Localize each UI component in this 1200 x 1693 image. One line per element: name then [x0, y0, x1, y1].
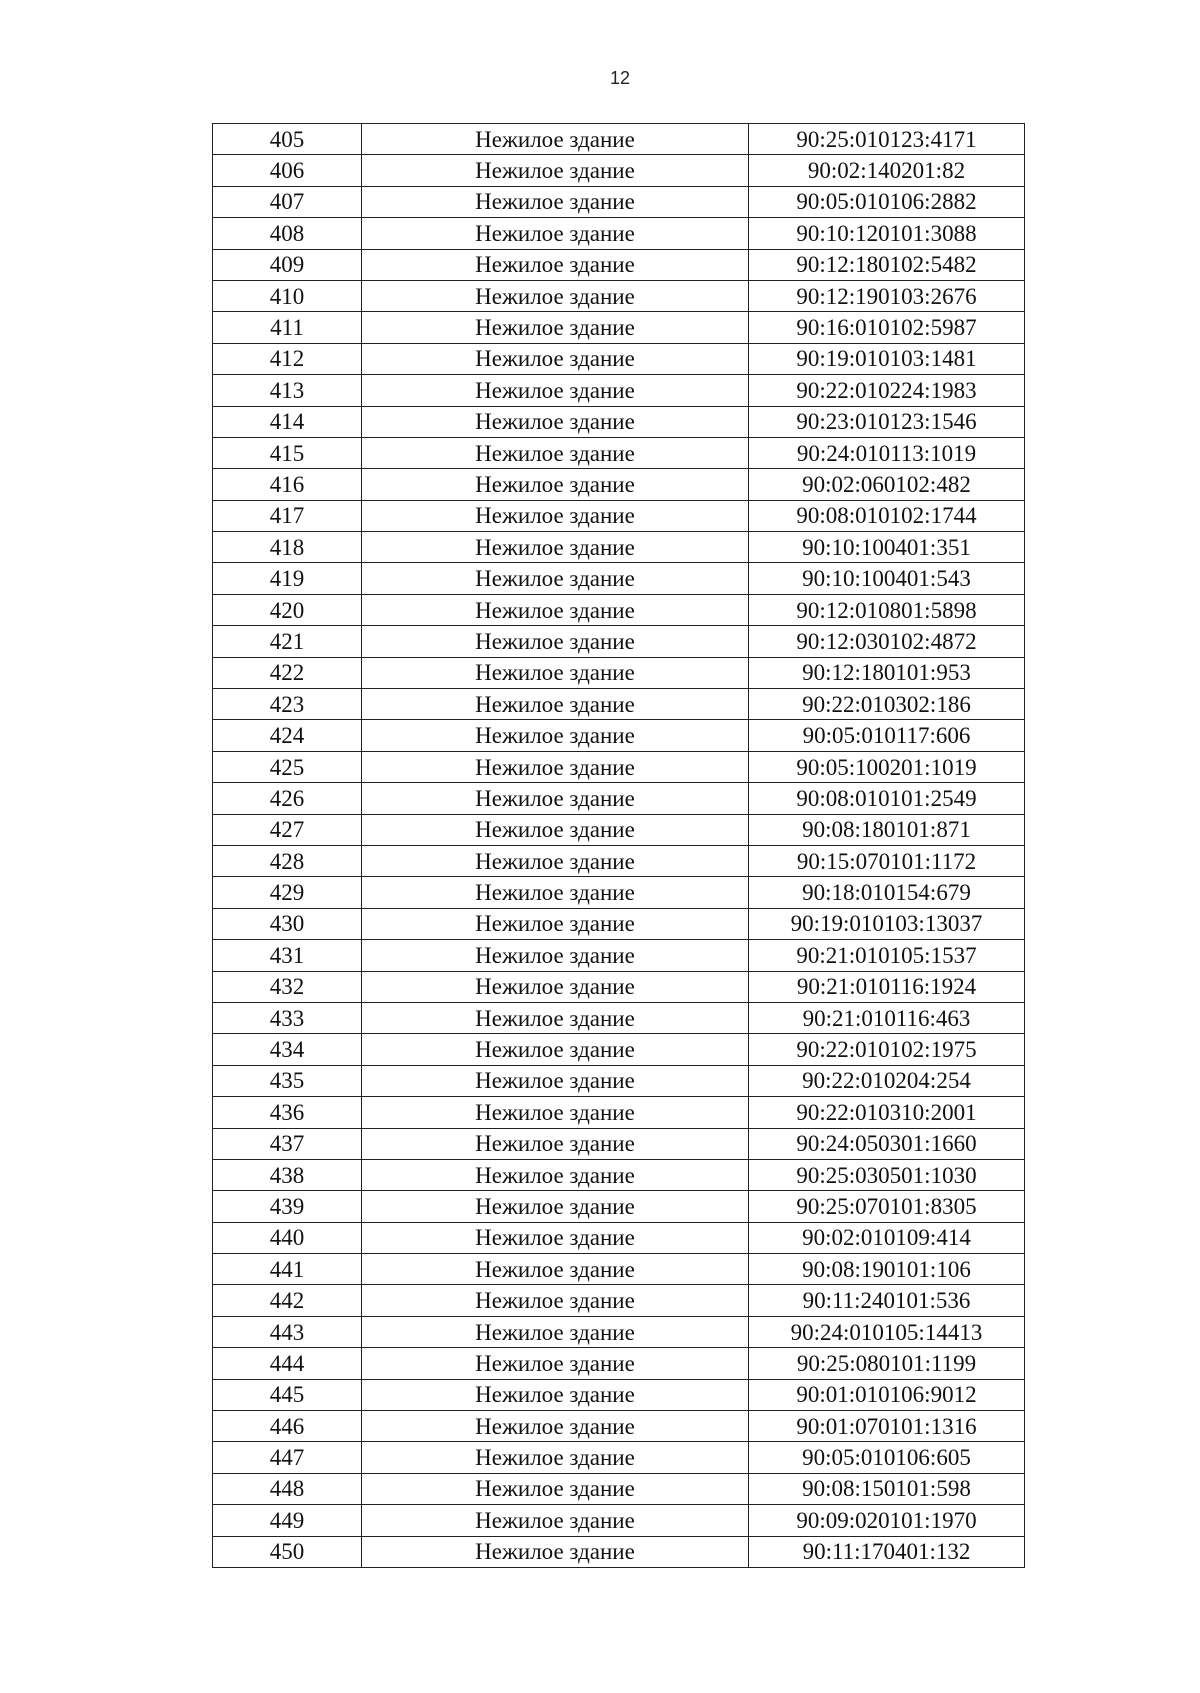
row-number-cell: 448	[213, 1473, 362, 1504]
cadastral-number-cell: 90:25:030501:1030	[749, 1159, 1025, 1190]
row-number-cell: 445	[213, 1379, 362, 1410]
cadastral-number-cell: 90:21:010116:1924	[749, 971, 1025, 1002]
object-type-cell: Нежилое здание	[362, 1191, 749, 1222]
row-number-cell: 414	[213, 406, 362, 437]
row-number-cell: 420	[213, 594, 362, 625]
row-number-cell: 433	[213, 1002, 362, 1033]
object-type-cell: Нежилое здание	[362, 971, 749, 1002]
object-type-cell: Нежилое здание	[362, 751, 749, 782]
table-row	[213, 1505, 1025, 1536]
table-row	[213, 249, 1025, 280]
object-type-cell: Нежилое здание	[362, 1285, 749, 1316]
row-number-cell: 423	[213, 689, 362, 720]
object-type-cell: Нежилое здание	[362, 1473, 749, 1504]
table-row	[213, 532, 1025, 563]
table-row	[213, 908, 1025, 939]
table-row	[213, 1097, 1025, 1128]
row-number-cell: 421	[213, 626, 362, 657]
cadastral-number-cell: 90:05:010106:605	[749, 1442, 1025, 1473]
table-row	[213, 814, 1025, 845]
object-type-cell: Нежилое здание	[362, 406, 749, 437]
object-type-cell: Нежилое здание	[362, 1097, 749, 1128]
cadastral-number-cell: 90:09:020101:1970	[749, 1505, 1025, 1536]
row-number-cell: 430	[213, 908, 362, 939]
object-type-cell: Нежилое здание	[362, 218, 749, 249]
table-row	[213, 280, 1025, 311]
object-type-cell: Нежилое здание	[362, 845, 749, 876]
table-row	[213, 1379, 1025, 1410]
cadastral-number-cell: 90:02:140201:82	[749, 155, 1025, 186]
cadastral-number-cell: 90:08:010101:2549	[749, 783, 1025, 814]
registry-table-body	[213, 124, 1025, 1568]
table-row	[213, 877, 1025, 908]
row-number-cell: 449	[213, 1505, 362, 1536]
cadastral-number-cell: 90:08:180101:871	[749, 814, 1025, 845]
cadastral-number-cell: 90:11:170401:132	[749, 1536, 1025, 1567]
table-row	[213, 375, 1025, 406]
cadastral-number-cell: 90:08:150101:598	[749, 1473, 1025, 1504]
row-number-cell: 407	[213, 186, 362, 217]
object-type-cell: Нежилое здание	[362, 563, 749, 594]
table-row	[213, 720, 1025, 751]
row-number-cell: 434	[213, 1034, 362, 1065]
cadastral-number-cell: 90:25:080101:1199	[749, 1348, 1025, 1379]
cadastral-number-cell: 90:15:070101:1172	[749, 845, 1025, 876]
table-row	[213, 469, 1025, 500]
object-type-cell: Нежилое здание	[362, 1316, 749, 1347]
object-type-cell: Нежилое здание	[362, 469, 749, 500]
row-number-cell: 424	[213, 720, 362, 751]
row-number-cell: 425	[213, 751, 362, 782]
row-number-cell: 427	[213, 814, 362, 845]
row-number-cell: 431	[213, 940, 362, 971]
object-type-cell: Нежилое здание	[362, 1505, 749, 1536]
object-type-cell: Нежилое здание	[362, 1034, 749, 1065]
row-number-cell: 429	[213, 877, 362, 908]
row-number-cell: 411	[213, 312, 362, 343]
table-row	[213, 343, 1025, 374]
cadastral-number-cell: 90:19:010103:13037	[749, 908, 1025, 939]
cadastral-number-cell: 90:12:180102:5482	[749, 249, 1025, 280]
cadastral-number-cell: 90:01:010106:9012	[749, 1379, 1025, 1410]
table-row	[213, 657, 1025, 688]
table-row	[213, 1536, 1025, 1567]
row-number-cell: 441	[213, 1254, 362, 1285]
row-number-cell: 408	[213, 218, 362, 249]
table-row	[213, 751, 1025, 782]
row-number-cell: 437	[213, 1128, 362, 1159]
table-row	[213, 1285, 1025, 1316]
row-number-cell: 406	[213, 155, 362, 186]
cadastral-number-cell: 90:22:010204:254	[749, 1065, 1025, 1096]
table-row	[213, 218, 1025, 249]
table-row	[213, 186, 1025, 217]
table-row	[213, 1411, 1025, 1442]
row-number-cell: 418	[213, 532, 362, 563]
table-row	[213, 500, 1025, 531]
table-row	[213, 1254, 1025, 1285]
cadastral-number-cell: 90:22:010310:2001	[749, 1097, 1025, 1128]
cadastral-number-cell: 90:21:010105:1537	[749, 940, 1025, 971]
table-row	[213, 594, 1025, 625]
table-row	[213, 689, 1025, 720]
table-row	[213, 1065, 1025, 1096]
page-number: 12	[609, 68, 631, 88]
cadastral-number-cell: 90:08:190101:106	[749, 1254, 1025, 1285]
table-row	[213, 1473, 1025, 1504]
object-type-cell: Нежилое здание	[362, 312, 749, 343]
row-number-cell: 446	[213, 1411, 362, 1442]
object-type-cell: Нежилое здание	[362, 124, 749, 155]
row-number-cell: 412	[213, 343, 362, 374]
row-number-cell: 443	[213, 1316, 362, 1347]
cadastral-number-cell: 90:18:010154:679	[749, 877, 1025, 908]
cadastral-number-cell: 90:24:010105:14413	[749, 1316, 1025, 1347]
cadastral-number-cell: 90:22:010102:1975	[749, 1034, 1025, 1065]
cadastral-number-cell: 90:19:010103:1481	[749, 343, 1025, 374]
object-type-cell: Нежилое здание	[362, 814, 749, 845]
object-type-cell: Нежилое здание	[362, 532, 749, 563]
row-number-cell: 426	[213, 783, 362, 814]
cadastral-number-cell: 90:10:120101:3088	[749, 218, 1025, 249]
object-type-cell: Нежилое здание	[362, 657, 749, 688]
row-number-cell: 428	[213, 845, 362, 876]
row-number-cell: 417	[213, 500, 362, 531]
row-number-cell: 419	[213, 563, 362, 594]
object-type-cell: Нежилое здание	[362, 1411, 749, 1442]
table-row	[213, 1034, 1025, 1065]
table-row	[213, 155, 1025, 186]
cadastral-number-cell: 90:02:060102:482	[749, 469, 1025, 500]
row-number-cell: 450	[213, 1536, 362, 1567]
table-row	[213, 971, 1025, 1002]
table-row	[213, 1316, 1025, 1347]
object-type-cell: Нежилое здание	[362, 155, 749, 186]
row-number-cell: 435	[213, 1065, 362, 1096]
cadastral-number-cell: 90:16:010102:5987	[749, 312, 1025, 343]
row-number-cell: 440	[213, 1222, 362, 1253]
row-number-cell: 438	[213, 1159, 362, 1190]
object-type-cell: Нежилое здание	[362, 375, 749, 406]
cadastral-number-cell: 90:05:010106:2882	[749, 186, 1025, 217]
object-type-cell: Нежилое здание	[362, 1254, 749, 1285]
object-type-cell: Нежилое здание	[362, 500, 749, 531]
row-number-cell: 439	[213, 1191, 362, 1222]
row-number-cell: 416	[213, 469, 362, 500]
row-number-cell: 422	[213, 657, 362, 688]
row-number-cell: 405	[213, 124, 362, 155]
table-row	[213, 1191, 1025, 1222]
object-type-cell: Нежилое здание	[362, 689, 749, 720]
object-type-cell: Нежилое здание	[362, 1159, 749, 1190]
table-row	[213, 312, 1025, 343]
row-number-cell: 436	[213, 1097, 362, 1128]
cadastral-number-cell: 90:05:010117:606	[749, 720, 1025, 751]
cadastral-number-cell: 90:10:100401:351	[749, 532, 1025, 563]
table-row	[213, 563, 1025, 594]
object-type-cell: Нежилое здание	[362, 783, 749, 814]
cadastral-number-cell: 90:10:100401:543	[749, 563, 1025, 594]
table-row	[213, 940, 1025, 971]
row-number-cell: 415	[213, 437, 362, 468]
cadastral-number-cell: 90:12:180101:953	[749, 657, 1025, 688]
object-type-cell: Нежилое здание	[362, 437, 749, 468]
cadastral-number-cell: 90:21:010116:463	[749, 1002, 1025, 1033]
cadastral-number-cell: 90:22:010224:1983	[749, 375, 1025, 406]
object-type-cell: Нежилое здание	[362, 249, 749, 280]
cadastral-number-cell: 90:24:050301:1660	[749, 1128, 1025, 1159]
cadastral-number-cell: 90:12:010801:5898	[749, 594, 1025, 625]
table-row	[213, 437, 1025, 468]
object-type-cell: Нежилое здание	[362, 1065, 749, 1096]
cadastral-number-cell: 90:01:070101:1316	[749, 1411, 1025, 1442]
row-number-cell: 442	[213, 1285, 362, 1316]
object-type-cell: Нежилое здание	[362, 626, 749, 657]
row-number-cell: 409	[213, 249, 362, 280]
registry-table	[212, 123, 1025, 1568]
object-type-cell: Нежилое здание	[362, 877, 749, 908]
cadastral-number-cell: 90:02:010109:414	[749, 1222, 1025, 1253]
cadastral-number-cell: 90:22:010302:186	[749, 689, 1025, 720]
row-number-cell: 447	[213, 1442, 362, 1473]
object-type-cell: Нежилое здание	[362, 1442, 749, 1473]
cadastral-number-cell: 90:24:010113:1019	[749, 437, 1025, 468]
cadastral-number-cell: 90:25:070101:8305	[749, 1191, 1025, 1222]
table-row	[213, 1128, 1025, 1159]
cadastral-number-cell: 90:23:010123:1546	[749, 406, 1025, 437]
cadastral-number-cell: 90:05:100201:1019	[749, 751, 1025, 782]
table-row	[213, 1348, 1025, 1379]
table-row	[213, 1222, 1025, 1253]
table-row	[213, 1442, 1025, 1473]
table-row	[213, 783, 1025, 814]
row-number-cell: 410	[213, 280, 362, 311]
row-number-cell: 432	[213, 971, 362, 1002]
cadastral-number-cell: 90:12:030102:4872	[749, 626, 1025, 657]
cadastral-number-cell: 90:08:010102:1744	[749, 500, 1025, 531]
object-type-cell: Нежилое здание	[362, 1536, 749, 1567]
table-row	[213, 406, 1025, 437]
object-type-cell: Нежилое здание	[362, 1222, 749, 1253]
object-type-cell: Нежилое здание	[362, 186, 749, 217]
object-type-cell: Нежилое здание	[362, 908, 749, 939]
object-type-cell: Нежилое здание	[362, 343, 749, 374]
object-type-cell: Нежилое здание	[362, 720, 749, 751]
object-type-cell: Нежилое здание	[362, 1128, 749, 1159]
table-row	[213, 845, 1025, 876]
table-row	[213, 124, 1025, 155]
object-type-cell: Нежилое здание	[362, 280, 749, 311]
cadastral-number-cell: 90:25:010123:4171	[749, 124, 1025, 155]
cadastral-number-cell: 90:11:240101:536	[749, 1285, 1025, 1316]
table-row	[213, 626, 1025, 657]
object-type-cell: Нежилое здание	[362, 1379, 749, 1410]
object-type-cell: Нежилое здание	[362, 940, 749, 971]
object-type-cell: Нежилое здание	[362, 594, 749, 625]
table-row	[213, 1159, 1025, 1190]
table-row	[213, 1002, 1025, 1033]
row-number-cell: 413	[213, 375, 362, 406]
cadastral-number-cell: 90:12:190103:2676	[749, 280, 1025, 311]
object-type-cell: Нежилое здание	[362, 1348, 749, 1379]
object-type-cell: Нежилое здание	[362, 1002, 749, 1033]
row-number-cell: 444	[213, 1348, 362, 1379]
